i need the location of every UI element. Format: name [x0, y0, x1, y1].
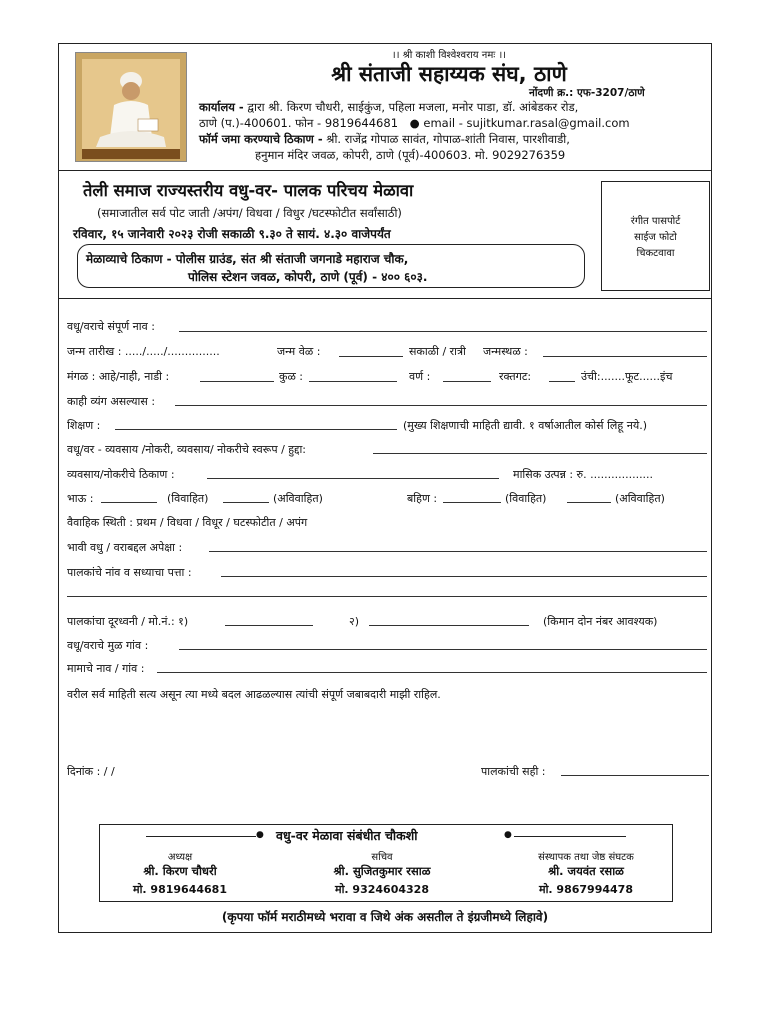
blood-group-label: रक्तगट:: [499, 370, 532, 383]
parent-phone-label: पालकांचा दूरध्वनी / मो.नं.: १): [67, 615, 189, 628]
maternal-uncle-label: मामाचे नाव / गांव :: [67, 662, 145, 675]
sister-married-field[interactable]: [443, 502, 501, 503]
full-name-label: वधू/वराचे संपूर्ण नाव :: [67, 320, 155, 333]
birth-time-field[interactable]: [339, 356, 403, 357]
work-place-field[interactable]: [207, 478, 499, 479]
mangal-label[interactable]: मंगळ : आहे/नाही, नाडी :: [67, 370, 170, 383]
disability-label: काही व्यंग असल्यास :: [67, 395, 156, 408]
varna-field[interactable]: [443, 381, 491, 382]
full-name-field[interactable]: [179, 331, 707, 332]
bullet-icon: ●: [409, 116, 420, 130]
maternal-uncle-field[interactable]: [157, 672, 707, 673]
work-place-label: व्यवसाय/नोकरीचे ठिकाण :: [67, 468, 175, 481]
email-text: email - sujitkumar.rasal@gmail.com: [423, 116, 630, 130]
enquiry-title: वधु-वर मेळावा संबंधीत चौकशी: [276, 828, 418, 843]
education-field[interactable]: [115, 429, 397, 430]
birth-place-label: जन्मस्थळ :: [483, 345, 528, 358]
sister-label: बहिण :: [407, 492, 438, 505]
brother-label: भाऊ :: [67, 492, 94, 505]
contact-name: श्री. सुजितकुमार रसाळ: [333, 864, 431, 878]
passport-photo-box[interactable]: रंगीत पासपोर्ट साईज फोटो चिकटवावा: [601, 181, 710, 291]
bullet-right-icon: ●: [504, 830, 512, 840]
parent-address-label: पालकांचे नांव व सध्याचा पत्ता :: [67, 566, 192, 579]
occupation-field[interactable]: [373, 453, 707, 454]
org-name: श्री संताजी सहाय्यक संघ, ठाणे: [331, 62, 567, 86]
parent-address-field-2[interactable]: [67, 596, 707, 597]
venue-box: [77, 244, 585, 288]
native-village-field[interactable]: [179, 649, 707, 650]
native-village-label: वधू/वराचे मुळ गांव :: [67, 639, 149, 652]
contact-name: श्री. जयवंत रसाळ: [548, 864, 624, 878]
nadi-field[interactable]: [200, 381, 274, 382]
blood-group-field[interactable]: [549, 381, 575, 382]
sister-unmarried-label: (अविवाहित): [615, 492, 665, 505]
expectation-label: भावी वधु / वराबद्दल अपेक्षा :: [67, 541, 183, 554]
event-title: तेली समाज राज्यस्तरीय वधु-वर- पालक परिचय मेळावा: [83, 181, 414, 200]
declaration-text: वरील सर्व माहिती सत्य असून त्या मध्ये बदल आढळल्यास त्यांची संपूर्ण जबाबदारी माझी राहिल.: [67, 688, 441, 701]
signature-field[interactable]: [561, 775, 709, 776]
saint-portrait-image: [75, 52, 187, 162]
contact-phone[interactable]: मो. 9867994478: [539, 883, 633, 896]
phone-note: (किमान दोन नंबर आवश्यक): [543, 615, 658, 628]
submit-address-line1: फॉर्म जमा करण्याचे ठिकाण - श्री. राजेंद्र गोपाळ सावंत, गोपाळ-शांती निवास, पारशीवाडी,: [199, 132, 570, 146]
title-rule-right: [514, 836, 626, 837]
header-divider: [59, 170, 711, 171]
birth-place-field[interactable]: [543, 356, 707, 357]
venue-line1: मेळाव्याचे ठिकाण - पोलीस ग्राउंड, संत श्री संताजी जगनाडे महाराज चौक,: [86, 252, 409, 266]
contact-name: श्री. किरण चौधरी: [143, 864, 217, 878]
occupation-label: वधू/वर - व्यवसाय /नोकरी, व्यवसाय/ नोकरीचे स्वरूप / हुद्दा:: [67, 443, 306, 456]
kul-field[interactable]: [309, 381, 397, 382]
contact-phone[interactable]: मो. 9324604328: [335, 883, 429, 896]
varna-label: वर्ण :: [409, 370, 431, 383]
office-address-line1: कार्यालय - द्वारा श्री. किरण चौधरी, साईकुंज, पहिला मजला, मनोर पाडा, डॉ. आंबेडकर रोड,: [199, 100, 579, 114]
expectation-field[interactable]: [209, 551, 707, 552]
education-note: (मुख्य शिक्षणाची माहिती द्यावी. १ वर्षाआतील कोर्स लिहू नये.): [403, 419, 648, 432]
brother-unmarried-field[interactable]: [223, 502, 269, 503]
contact-role: सचिव: [371, 852, 393, 863]
language-note: (कृपया फॉर्म मराठीमध्ये भरावा व जिथे अंक असतील ते इंग्रजीमध्ये लिहावे): [221, 910, 549, 924]
office-label: कार्यालय -: [199, 100, 244, 114]
sister-married-label: (विवाहित): [505, 492, 547, 505]
venue-line2: पोलिस स्टेशन जवळ, कोपरी, ठाणे (पूर्व) - ४०० ६०३.: [188, 270, 428, 284]
registration-number: नोंदणी क्र.: एफ-3207/ठाणे: [529, 87, 645, 99]
contact-role: संस्थापक तथा जेष्ठ संघटक: [538, 852, 634, 863]
sister-unmarried-field[interactable]: [567, 502, 611, 503]
parent-address-field[interactable]: [221, 576, 707, 577]
date-field[interactable]: दिनांक : / /: [67, 765, 115, 778]
signature-label: पालकांची सही :: [481, 765, 546, 778]
phone2-label: २): [349, 615, 360, 628]
brother-married-field[interactable]: [101, 502, 157, 503]
submit-address-line2: हनुमान मंदिर जवळ, कोपरी, ठाणे (पूर्व)-400603. मो. 9029276359: [255, 148, 566, 162]
phone1-field[interactable]: [225, 625, 313, 626]
birth-time-label: जन्म वेळ :: [277, 345, 321, 358]
enquiry-box: [99, 824, 673, 902]
height-label[interactable]: उंची:.......फूट......इंच: [581, 370, 673, 383]
event-date: रविवार, १५ जानेवारी २०२३ रोजी सकाळी ९.३० ते सायं. ४.३० वाजेपर्यंत: [73, 227, 391, 241]
invocation-text: ।। श्री काशी विश्वेश्वराय नमः ।।: [391, 50, 507, 61]
am-pm-option[interactable]: सकाळी / रात्री: [409, 345, 466, 358]
bullet-left-icon: ●: [256, 830, 264, 840]
contact-role: अध्यक्ष: [167, 852, 193, 863]
phone2-field[interactable]: [369, 625, 529, 626]
dob-label[interactable]: जन्म तारीख : ...../...../...............: [67, 345, 220, 358]
event-subtitle: (समाजातील सर्व पोट जाती /अपंग/ विधवा / विधुर /घटस्फोटीत सर्वांसाठी): [97, 206, 402, 220]
brother-unmarried-label: (अविवाहित): [273, 492, 323, 505]
disability-field[interactable]: [175, 405, 707, 406]
title-rule-left: [146, 836, 256, 837]
event-divider: [59, 298, 711, 299]
education-label: शिक्षण :: [67, 419, 101, 432]
marital-status-label[interactable]: वैवाहिक स्थिती : प्रथम / विधवा / विधूर / घटस्फोटीत / अपंग: [67, 516, 308, 529]
form-page: [58, 43, 712, 933]
monthly-income-label[interactable]: मासिक उत्पन्न : रु. ..................: [513, 468, 654, 481]
kul-label: कुळ :: [279, 370, 304, 383]
submit-label: फॉर्म जमा करण्याचे ठिकाण -: [199, 132, 323, 146]
office-address-line2: ठाणे (प.)-400601. फोन - 9819644681 ● email - sujitkumar.rasal@gmail.com: [199, 116, 630, 130]
contact-phone[interactable]: मो. 9819644681: [133, 883, 227, 896]
brother-married-label: (विवाहित): [167, 492, 209, 505]
